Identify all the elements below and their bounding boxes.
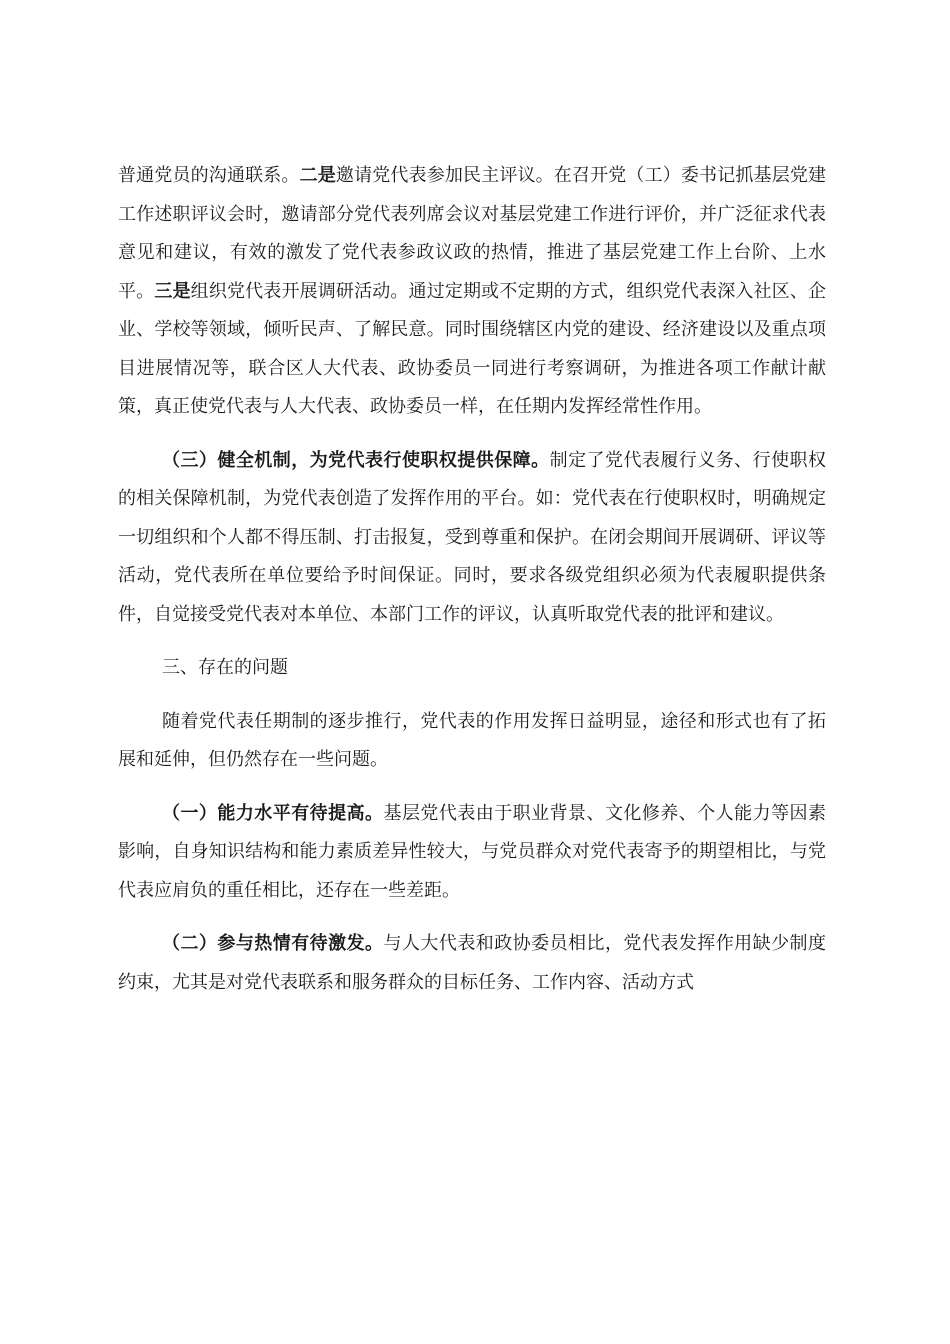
heading-text: 三、存在的问题 <box>162 657 288 678</box>
section-heading: （三）健全机制，为党代表行使职权提供保障。 <box>162 449 550 471</box>
paragraph-problem-1 <box>118 795 826 911</box>
chapter-heading <box>118 649 826 688</box>
paragraph-problem-2 <box>118 925 826 1002</box>
bold-marker: 二是 <box>299 165 336 186</box>
text-run: 邀请党代表参加民主评议。在召开党（工）委书记抓基层党建工作述职评议会时，邀请部分党代表列席会议对基层党建工作进行评价，并广泛征求代表意见和建议，有效的激发了党代表参政议政的热情，推进了基层党建工作上台阶、上水平。 <box>118 165 827 302</box>
text-run: 与人大代表和政协委员相比，党代表发挥作用缺少制度约束，尤其是对党代表联系和服务群众的目标任务、工作内容、活动方式 <box>118 933 826 993</box>
section-heading: （一）能力水平有待提高。 <box>162 802 384 824</box>
text-run: 随着党代表任期制的逐步推行，党代表的作用发挥日益明显，途径和形式也有了拓展和延伸，但仍然存在一些问题。 <box>118 710 826 770</box>
document-page <box>118 157 826 1002</box>
text-run: 基层党代表由于职业背景、文化修养、个人能力等因素影响，自身知识结构和能力素质差异性较大，与党员群众对党代表寄予的期望相比，与党代表应肩负的重任相比，还存在一些差距。 <box>118 802 826 901</box>
text-run: 普通党员的沟通联系。 <box>118 165 300 186</box>
paragraph-section-3 <box>118 442 826 635</box>
text-run: 制定了党代表履行义务、行使职权的相关保障机制，为党代表创造了发挥作用的平台。如：党代表在行使职权时，明确规定一切组织和个人都不得压制、打击报复，受到尊重和保护。在闭会期间开展调研、评议等活动，党代表所在单位要给予时间保证。同时，要求各级党组织必须为代表履职提供条件，自觉接受党代表对本单位、本部门工作的评议，认真听取党代表的批评和建议。 <box>118 449 827 625</box>
paragraph-intro <box>118 703 826 780</box>
section-heading: （二）参与热情有待激发。 <box>162 933 384 954</box>
bold-marker: 三是 <box>154 280 191 302</box>
text-run: 组织党代表开展调研活动。通过定期或不定期的方式，组织党代表深入社区、企业、学校等领域，倾听民声、了解民意。同时围绕辖区内党的建设、经济建设以及重点项目进展情况等，联合区人大代表、政协委员一同进行考察调研，为推进各项工作献计献策，真正使党代表与人大代表、政协委员一样，在任期内发挥经常性作用。 <box>118 280 827 417</box>
paragraph-continuation <box>118 157 826 427</box>
